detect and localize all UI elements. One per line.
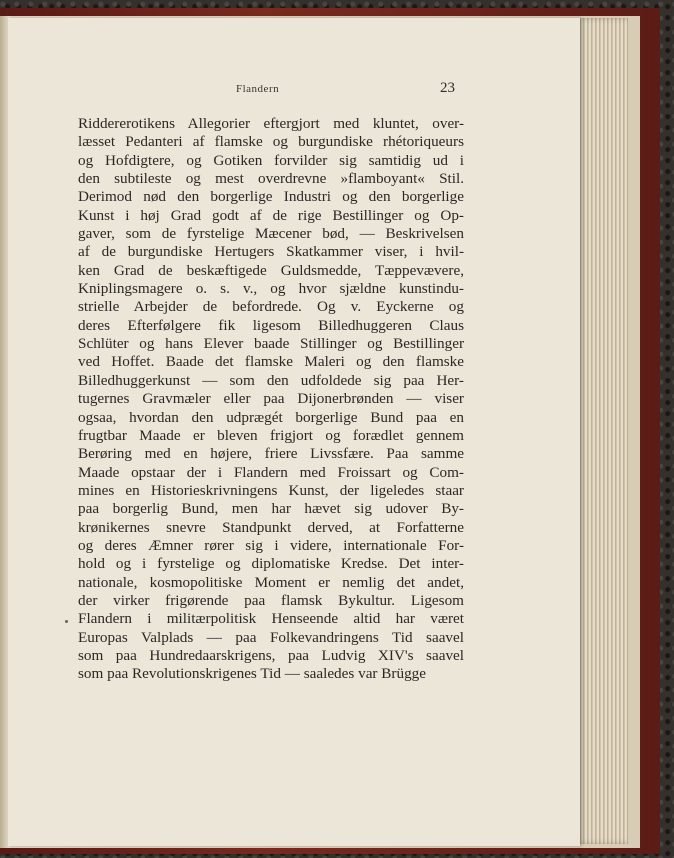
text-line: nationale, kosmopolitiske Moment er nemlig det andet,	[78, 573, 464, 591]
text-line: Europas Valplads — paa Folkevandringens Tid saavel	[78, 628, 464, 646]
text-line: Maade opstaar der i Flandern med Froissart og Com-	[78, 463, 464, 481]
text-line: Billedhuggerkunst — som den udfoldede sig paa Her-	[78, 371, 464, 389]
text-line: og deres Æmner rører sig i videre, internationale For-	[78, 536, 464, 554]
page-header	[8, 80, 580, 100]
text-line: Flandern i militærpolitisk Henseende altid har været	[78, 610, 464, 628]
paper-speck	[65, 620, 68, 623]
text-line: som paa Revolutionskrigenes Tid — saaledes var Brügge	[78, 665, 426, 683]
text-line: læsset Pedanteri af flamske og burgundiske rhétoriqueurs	[78, 133, 464, 151]
body-text	[78, 115, 464, 684]
text-line: af de burgundiske Hertugers Skatkammer viser, i hvil-	[78, 243, 464, 261]
text-line: Derimod nød den borgerlige Industri og den borgerlige	[78, 188, 464, 206]
text-line: den subtileste og mest overdrevne »flamboyant« Stil.	[78, 170, 464, 188]
text-line: Schlüter og hans Elever baade Stillinger og Bestillinger	[78, 335, 464, 353]
text-line: som paa Hundredaarskrigens, paa Ludvig XIV's saavel	[78, 646, 464, 664]
text-line: mines en Historieskrivningens Kunst, der ligeledes staar	[78, 481, 464, 499]
text-line: paa borgerlig Bund, men har hævet sig udover By-	[78, 500, 464, 518]
text-line: der virker frigørende paa flamsk Bykultur. Ligesom	[78, 591, 464, 609]
text-line: frugtbar Maade er bleven frigjort og forædlet gennem	[78, 426, 464, 444]
page-edges	[576, 18, 628, 844]
text-line: strielle Arbejder de befordrede. Og v. Eyckerne og	[78, 298, 464, 316]
text-line: Berøring med en højere, friere Livssfære. Paa samme	[78, 445, 464, 463]
text-line: Riddererotikens Allegorier eftergjort med kluntet, over-	[78, 115, 464, 132]
text-line: gaver, som de fyrstelige Mæcener bød, — Beskrivelsen	[78, 225, 464, 243]
text-line: ogsaa, hvordan den udprægét borgerlige Bund paa en	[78, 408, 464, 426]
text-line: krønikernes snevre Standpunkt derved, at Forfatterne	[78, 518, 464, 536]
book-page	[8, 18, 580, 846]
text-line: Kniplingsmagere o. s. v., og hvor sjældne kunstindu-	[78, 280, 464, 298]
text-line: tugernes Gravmæler eller paa Dijonerbrønden — viser	[78, 390, 464, 408]
page-number: 23	[440, 80, 455, 96]
text-line: Kunst i høj Grad godt af de rige Bestillinger og Op-	[78, 206, 464, 224]
text-line: ved Hoffet. Baade det flamske Maleri og den flamske	[78, 353, 464, 371]
running-head: Flandern	[236, 83, 280, 95]
text-line: ken Grad de beskæftigede Guldsmedde, Tæppevævere,	[78, 261, 464, 279]
text-line: deres Efterfølgere fik ligesom Billedhuggeren Claus	[78, 316, 464, 334]
text-line: hold og i fyrstelige og diplomatiske Kredse. Det inter-	[78, 555, 464, 573]
text-line: og Hofdigtere, og Gotiken forvilder sig samtidig ud i	[78, 151, 464, 169]
